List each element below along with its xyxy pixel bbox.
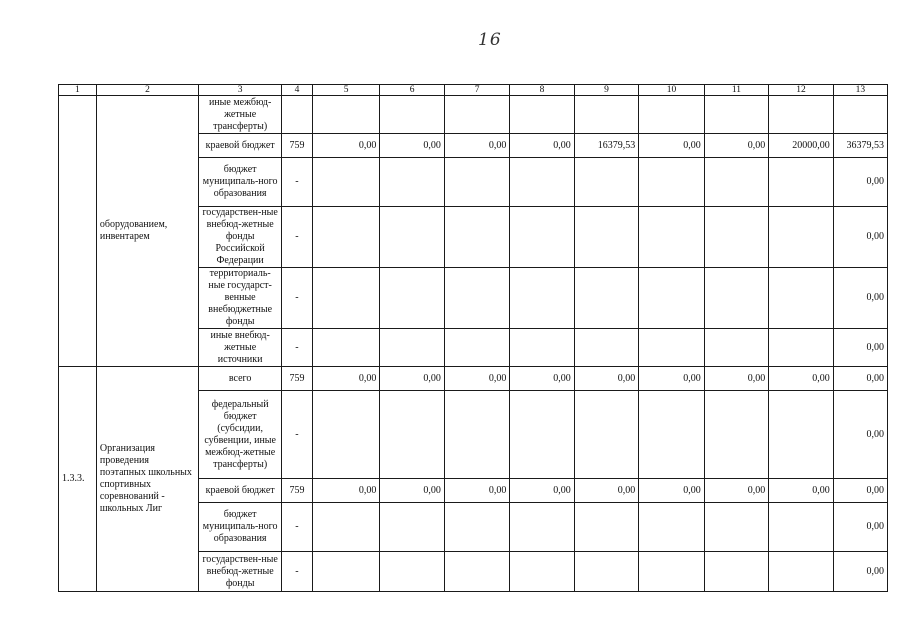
col-header: 8 xyxy=(510,85,574,96)
value-cell xyxy=(444,552,510,592)
col-header: 9 xyxy=(574,85,638,96)
value-cell: 0,00 xyxy=(574,367,638,391)
value-cell xyxy=(312,329,380,367)
value-cell xyxy=(312,391,380,479)
table-row xyxy=(59,367,888,391)
value-cell xyxy=(639,552,705,592)
value-cell: 0,00 xyxy=(833,479,887,503)
value-cell xyxy=(704,329,768,367)
value-cell xyxy=(380,96,444,134)
budget-code: 759 xyxy=(282,479,313,503)
value-cell: 0,00 xyxy=(510,479,574,503)
col-header: 1 xyxy=(59,85,97,96)
value-cell: 16379,53 xyxy=(574,134,638,158)
value-cell xyxy=(769,207,833,268)
value-cell xyxy=(639,503,705,552)
value-cell: 36379,53 xyxy=(833,134,887,158)
item-index xyxy=(59,96,97,367)
value-cell: 0,00 xyxy=(380,367,444,391)
col-header: 3 xyxy=(199,85,282,96)
value-cell xyxy=(380,158,444,207)
value-cell: 0,00 xyxy=(833,329,887,367)
value-cell xyxy=(769,329,833,367)
value-cell xyxy=(704,391,768,479)
value-cell: 0,00 xyxy=(639,479,705,503)
item-name: Организация проведения поэтапных школьных спортивных соревнований - школьных Лиг xyxy=(96,367,198,592)
value-cell: 0,00 xyxy=(833,158,887,207)
value-cell xyxy=(312,158,380,207)
funding-source: бюджет муниципаль-ного образования xyxy=(199,158,282,207)
value-cell: 0,00 xyxy=(704,134,768,158)
value-cell xyxy=(510,329,574,367)
value-cell xyxy=(312,503,380,552)
col-header: 6 xyxy=(380,85,444,96)
value-cell xyxy=(574,268,638,329)
budget-code: - xyxy=(282,552,313,592)
value-cell xyxy=(380,207,444,268)
budget-code: - xyxy=(282,158,313,207)
value-cell: 0,00 xyxy=(444,134,510,158)
value-cell: 0,00 xyxy=(574,479,638,503)
value-cell xyxy=(769,391,833,479)
value-cell: 0,00 xyxy=(833,391,887,479)
value-cell xyxy=(312,96,380,134)
funding-source: федеральный бюджет (субсидии, субвенции, иные межбюд-жетные трансферты) xyxy=(199,391,282,479)
funding-source: иные межбюд-жетные трансферты) xyxy=(199,96,282,134)
value-cell xyxy=(574,158,638,207)
value-cell xyxy=(769,503,833,552)
value-cell xyxy=(769,158,833,207)
budget-code: 759 xyxy=(282,134,313,158)
budget-table xyxy=(58,84,888,592)
value-cell: 0,00 xyxy=(833,503,887,552)
value-cell xyxy=(510,391,574,479)
col-header: 7 xyxy=(444,85,510,96)
value-cell xyxy=(833,96,887,134)
value-cell: 0,00 xyxy=(639,134,705,158)
budget-code: - xyxy=(282,329,313,367)
funding-source: краевой бюджет xyxy=(199,479,282,503)
value-cell: 0,00 xyxy=(639,367,705,391)
value-cell xyxy=(510,207,574,268)
value-cell xyxy=(574,329,638,367)
funding-source: государствен-ные внебюд-жетные фонды Российской Федерации xyxy=(199,207,282,268)
value-cell xyxy=(704,96,768,134)
value-cell: 0,00 xyxy=(380,479,444,503)
col-header: 5 xyxy=(312,85,380,96)
value-cell: 0,00 xyxy=(312,134,380,158)
value-cell: 0,00 xyxy=(444,479,510,503)
value-cell xyxy=(704,158,768,207)
value-cell xyxy=(444,503,510,552)
budget-code xyxy=(282,96,313,134)
value-cell xyxy=(380,503,444,552)
funding-source: государствен-ные внебюд-жетные фонды xyxy=(199,552,282,592)
value-cell: 0,00 xyxy=(833,207,887,268)
value-cell xyxy=(769,96,833,134)
value-cell xyxy=(704,207,768,268)
value-cell: 0,00 xyxy=(833,552,887,592)
budget-code: - xyxy=(282,207,313,268)
value-cell: 0,00 xyxy=(769,367,833,391)
value-cell: 0,00 xyxy=(769,479,833,503)
page-number: 16 xyxy=(478,30,502,50)
value-cell xyxy=(574,503,638,552)
value-cell xyxy=(444,391,510,479)
budget-code: 759 xyxy=(282,367,313,391)
value-cell xyxy=(704,268,768,329)
value-cell xyxy=(639,96,705,134)
value-cell: 0,00 xyxy=(312,479,380,503)
funding-source: иные внебюд-жетные источники xyxy=(199,329,282,367)
value-cell xyxy=(444,158,510,207)
value-cell xyxy=(510,158,574,207)
value-cell xyxy=(639,391,705,479)
value-cell xyxy=(510,552,574,592)
value-cell xyxy=(704,552,768,592)
value-cell xyxy=(444,207,510,268)
value-cell xyxy=(769,268,833,329)
value-cell xyxy=(574,96,638,134)
value-cell xyxy=(510,503,574,552)
value-cell: 0,00 xyxy=(380,134,444,158)
funding-source: бюджет муниципаль-ного образования xyxy=(199,503,282,552)
item-index: 1.3.3. xyxy=(59,367,97,592)
value-cell xyxy=(312,268,380,329)
value-cell xyxy=(639,329,705,367)
funding-source: территориаль-ные государст-венные внебюджетные фонды xyxy=(199,268,282,329)
value-cell xyxy=(510,268,574,329)
item-name: оборудованием, инвентарем xyxy=(96,96,198,367)
header-row xyxy=(59,85,888,96)
value-cell: 20000,00 xyxy=(769,134,833,158)
value-cell xyxy=(639,268,705,329)
value-cell xyxy=(574,391,638,479)
value-cell: 0,00 xyxy=(833,268,887,329)
col-header: 13 xyxy=(833,85,887,96)
budget-code: - xyxy=(282,503,313,552)
value-cell: 0,00 xyxy=(510,367,574,391)
value-cell xyxy=(704,503,768,552)
value-cell xyxy=(639,158,705,207)
value-cell: 0,00 xyxy=(312,367,380,391)
value-cell xyxy=(510,96,574,134)
table-row xyxy=(59,96,888,134)
budget-code: - xyxy=(282,268,313,329)
value-cell xyxy=(444,329,510,367)
col-header: 2 xyxy=(96,85,198,96)
value-cell xyxy=(380,552,444,592)
value-cell xyxy=(574,552,638,592)
value-cell xyxy=(380,329,444,367)
value-cell xyxy=(380,268,444,329)
col-header: 11 xyxy=(704,85,768,96)
col-header: 12 xyxy=(769,85,833,96)
value-cell: 0,00 xyxy=(444,367,510,391)
value-cell xyxy=(444,268,510,329)
value-cell: 0,00 xyxy=(833,367,887,391)
value-cell: 0,00 xyxy=(704,367,768,391)
value-cell xyxy=(312,552,380,592)
value-cell xyxy=(639,207,705,268)
funding-source: краевой бюджет xyxy=(199,134,282,158)
col-header: 4 xyxy=(282,85,313,96)
value-cell xyxy=(574,207,638,268)
table-body xyxy=(59,85,888,592)
col-header: 10 xyxy=(639,85,705,96)
value-cell xyxy=(380,391,444,479)
value-cell: 0,00 xyxy=(704,479,768,503)
value-cell xyxy=(769,552,833,592)
value-cell xyxy=(444,96,510,134)
value-cell: 0,00 xyxy=(510,134,574,158)
budget-code: - xyxy=(282,391,313,479)
value-cell xyxy=(312,207,380,268)
funding-source: всего xyxy=(199,367,282,391)
